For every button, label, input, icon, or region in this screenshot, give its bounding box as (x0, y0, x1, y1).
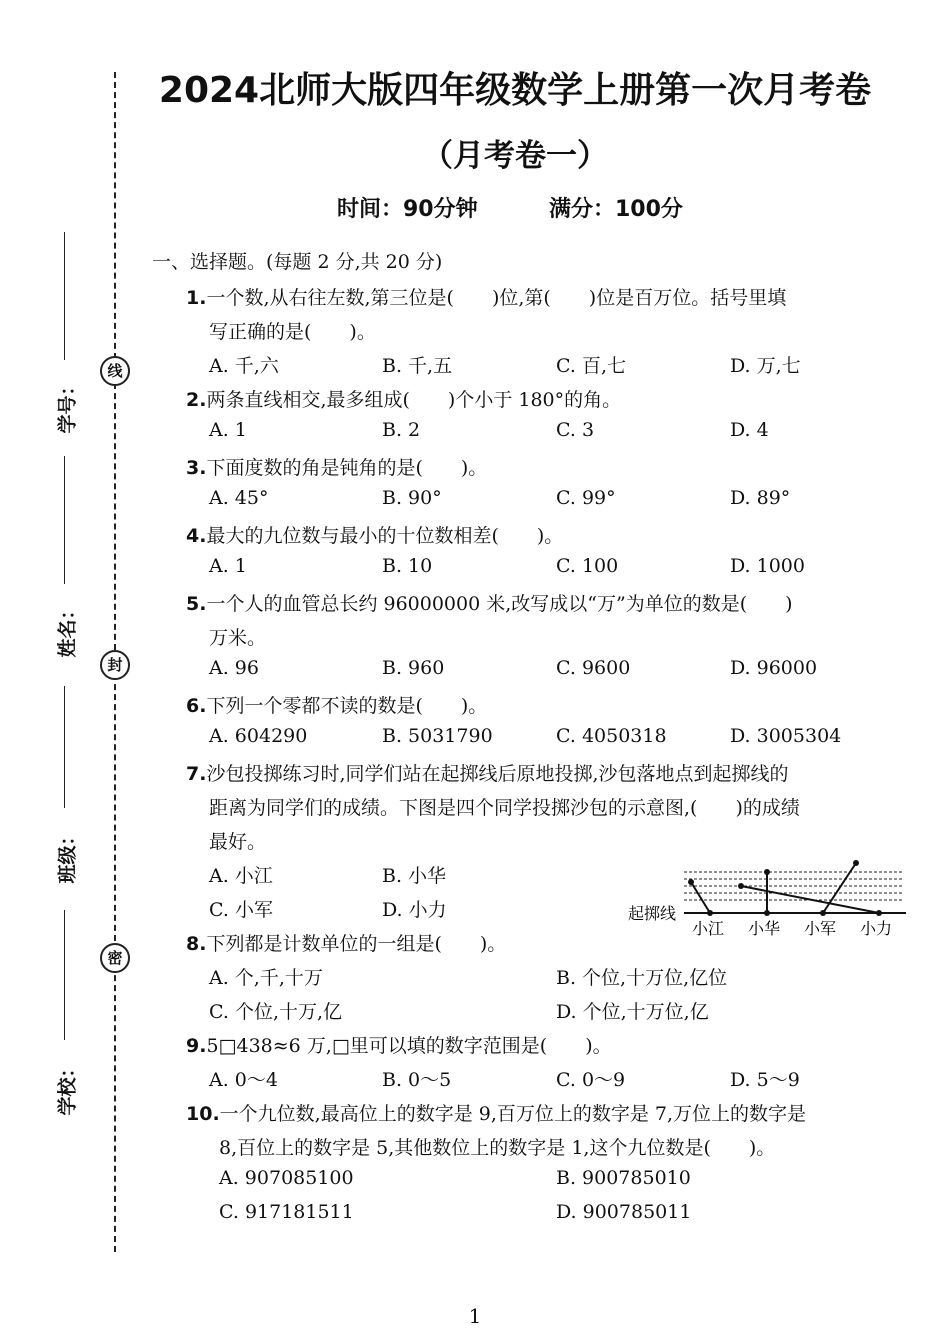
question-text: 万米。 (209, 627, 267, 649)
landing-point (853, 860, 859, 866)
option[interactable]: A. 小江 (209, 865, 273, 887)
question-number: 3. (186, 457, 207, 479)
option[interactable]: A. 604290 (209, 725, 308, 747)
question-3 (186, 453, 487, 480)
option[interactable]: C. 0～9 (556, 1069, 626, 1091)
question-text: 一个九位数,最高位上的数字是 9,百万位上的数字是 7,万位上的数字是 (219, 1103, 807, 1125)
option[interactable]: A. 45° (209, 487, 269, 509)
option[interactable]: B. 0～5 (382, 1069, 452, 1091)
question-text: 两条直线相交,最多组成( )个小于 180°的角。 (206, 389, 622, 411)
question-text: 下面度数的角是钝角的是( )。 (206, 457, 488, 479)
option[interactable]: B. 90° (382, 487, 442, 509)
question-text: 下列一个零都不读的数是( )。 (206, 695, 488, 717)
question-9 (186, 1031, 612, 1058)
option[interactable]: B. 10 (382, 555, 433, 577)
question-number: 2. (186, 389, 207, 411)
option[interactable]: B. 960 (382, 657, 445, 679)
option[interactable]: A. 1 (209, 555, 247, 577)
landing-point (688, 879, 694, 885)
option[interactable]: C. 个位,十万,亿 (209, 1001, 343, 1023)
option[interactable]: A. 96 (209, 657, 259, 679)
option[interactable]: D. 万,七 (730, 355, 801, 377)
question-10 (186, 1099, 806, 1126)
option[interactable]: A. 个,千,十万 (209, 967, 323, 989)
question-text: 写正确的是( )。 (209, 321, 376, 343)
question-number: 6. (186, 695, 207, 717)
option[interactable]: D. 小力 (382, 899, 447, 921)
class-blank[interactable] (64, 686, 65, 808)
option[interactable]: B. 2 (382, 419, 421, 441)
option[interactable]: B. 个位,十万位,亿位 (556, 967, 728, 989)
question-5 (186, 589, 793, 616)
option[interactable]: C. 917181511 (219, 1201, 354, 1223)
question-text: 沙包投掷练习时,同学们站在起掷线后原地投掷,沙包落地点到起掷线的 (206, 763, 789, 785)
stand-point (876, 910, 882, 916)
student-id-blank[interactable] (64, 232, 65, 360)
question-number: 1. (186, 287, 207, 309)
stand-point (764, 910, 770, 916)
name-label: 姓名： (56, 600, 79, 658)
question-text: 一个数,从右往左数,第三位是( )位,第( )位是百万位。括号里填 (206, 287, 787, 309)
option[interactable]: A. 千,六 (209, 355, 279, 377)
start-line-label: 起掷线 (628, 904, 677, 923)
option[interactable]: A. 907085100 (219, 1167, 354, 1189)
question-2 (186, 385, 621, 412)
option[interactable]: D. 96000 (730, 657, 818, 679)
option[interactable]: D. 3005304 (730, 725, 842, 747)
option[interactable]: C. 百,七 (556, 355, 626, 377)
name-label-xiaojiang: 小江 (692, 919, 725, 938)
class-label: 班级： (56, 826, 79, 884)
question-number: 4. (186, 525, 207, 547)
question-8 (186, 929, 506, 956)
question-6 (186, 691, 487, 718)
page-title: 2024北师大版四年级数学上册第一次月考卷 (158, 70, 872, 111)
question-text: 8,百位上的数字是 5,其他数位上的数字是 1,这个九位数是( )。 (219, 1137, 776, 1159)
option[interactable]: B. 5031790 (382, 725, 493, 747)
seal-mi: 密 (100, 943, 130, 973)
landing-point (738, 883, 744, 889)
question-text: 距离为同学们的成绩。下图是四个同学投掷沙包的示意图,( )的成绩 (209, 797, 800, 819)
question-text: 最好。 (209, 831, 267, 853)
option[interactable]: B. 900785010 (556, 1167, 691, 1189)
name-label-xiaohua: 小华 (748, 919, 781, 938)
page-subtitle: （月考卷一） (422, 138, 608, 174)
option[interactable]: C. 100 (556, 555, 619, 577)
option[interactable]: D. 个位,十万位,亿 (556, 1001, 709, 1023)
option[interactable]: D. 1000 (730, 555, 805, 577)
stand-point (707, 910, 713, 916)
exam-full-score: 满分：100分 (549, 197, 683, 222)
question-number: 10. (186, 1103, 220, 1125)
option[interactable]: C. 3 (556, 419, 595, 441)
name-blank[interactable] (64, 456, 65, 584)
question-number: 7. (186, 763, 207, 785)
question-number: 8. (186, 933, 207, 955)
name-label-xiaojun: 小军 (804, 919, 837, 938)
option[interactable]: D. 4 (730, 419, 769, 441)
question-number: 9. (186, 1035, 207, 1057)
question-text: 5□438≈6 万,□里可以填的数字范围是( )。 (206, 1035, 612, 1057)
page-number: 1 (468, 1304, 482, 1328)
option[interactable]: C. 99° (556, 487, 616, 509)
option[interactable]: D. 900785011 (556, 1201, 692, 1223)
seal-feng: 封 (100, 650, 130, 680)
student-id-label: 学号： (56, 376, 79, 434)
option[interactable]: D. 5～9 (730, 1069, 800, 1091)
school-blank[interactable] (64, 910, 65, 1040)
option[interactable]: A. 0～4 (209, 1069, 278, 1091)
question-number: 5. (186, 593, 207, 615)
option[interactable]: C. 小军 (209, 899, 273, 921)
option[interactable]: B. 千,五 (382, 355, 453, 377)
question-1 (186, 283, 786, 310)
question-text: 一个人的血管总长约 96000000 米,改写成以“万”为单位的数是( ) (206, 593, 793, 615)
option[interactable]: D. 89° (730, 487, 791, 509)
question-7 (186, 759, 789, 786)
option[interactable]: A. 1 (209, 419, 247, 441)
option[interactable]: B. 小华 (382, 865, 447, 887)
school-label: 学校： (56, 1058, 79, 1116)
question-text: 下列都是计数单位的一组是( )。 (206, 933, 507, 955)
stand-point (820, 910, 826, 916)
option[interactable]: C. 4050318 (556, 725, 667, 747)
seal-xian: 线 (100, 356, 130, 386)
question-4 (186, 521, 563, 548)
throw-diagram (624, 856, 914, 938)
name-label-xiaoli: 小力 (860, 919, 893, 938)
section-heading: 一、选择题。(每题 2 分,共 20 分) (152, 251, 443, 273)
throw-path-xiaojiang (691, 882, 710, 913)
option[interactable]: C. 9600 (556, 657, 631, 679)
exam-time: 时间：90分钟 (337, 197, 478, 222)
question-text: 最大的九位数与最小的十位数相差( )。 (206, 525, 564, 547)
landing-point (764, 869, 770, 875)
